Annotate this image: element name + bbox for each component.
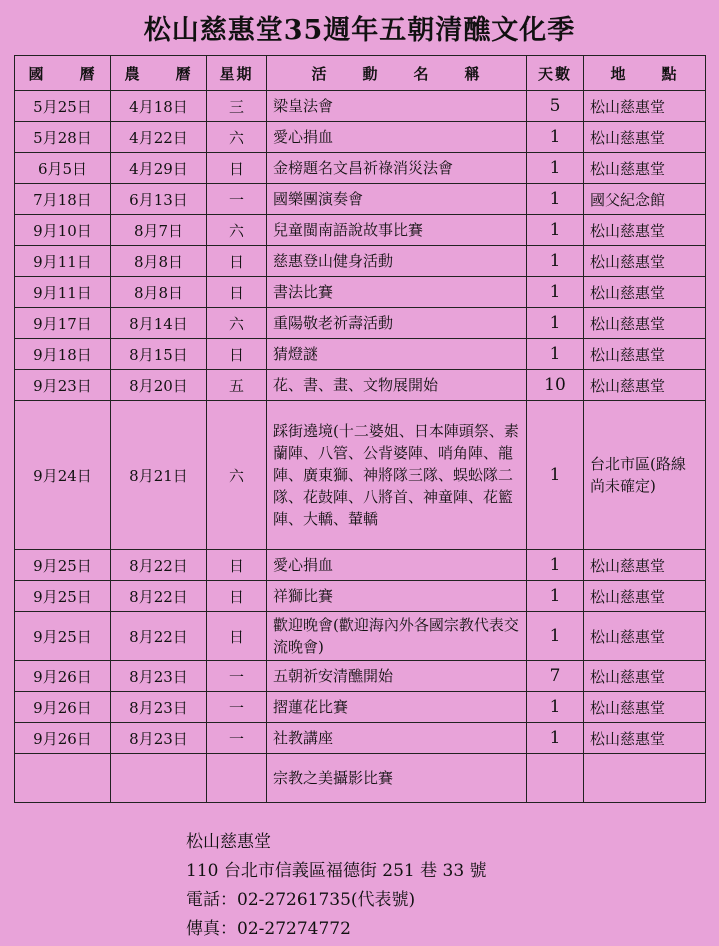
weekday-cell: 日 (207, 339, 267, 370)
lunar-date-cell: 4月18日 (111, 91, 207, 122)
weekday-cell: 六 (207, 122, 267, 153)
days-cell: 1 (527, 612, 584, 661)
table-row (15, 401, 706, 550)
solar-date-cell: 7月18日 (15, 184, 111, 215)
lunar-date-cell: 8月21日 (111, 401, 207, 550)
location-cell: 松山慈惠堂 (584, 91, 706, 122)
schedule-table (14, 55, 706, 803)
table-header-row (15, 56, 706, 91)
solar-date-cell: 9月26日 (15, 692, 111, 723)
weekday-cell: 五 (207, 370, 267, 401)
days-cell: 1 (527, 550, 584, 581)
lunar-date-cell: 8月8日 (111, 246, 207, 277)
table-row (15, 581, 706, 612)
table-row (15, 184, 706, 215)
location-cell: 松山慈惠堂 (584, 370, 706, 401)
weekday-cell: 一 (207, 184, 267, 215)
days-cell: 1 (527, 692, 584, 723)
location-cell: 松山慈惠堂 (584, 612, 706, 661)
activity-cell: 摺蓮花比賽 (267, 692, 527, 723)
weekday-cell: 日 (207, 550, 267, 581)
weekday-cell (207, 754, 267, 803)
lunar-date-cell (111, 754, 207, 803)
days-cell: 1 (527, 153, 584, 184)
lunar-date-cell: 8月7日 (111, 215, 207, 246)
solar-date-cell: 9月26日 (15, 661, 111, 692)
table-row (15, 153, 706, 184)
weekday-cell: 日 (207, 277, 267, 308)
days-cell: 7 (527, 661, 584, 692)
activity-cell: 愛心捐血 (267, 550, 527, 581)
weekday-cell: 日 (207, 246, 267, 277)
lunar-date-cell: 8月8日 (111, 277, 207, 308)
location-cell: 松山慈惠堂 (584, 246, 706, 277)
header-activity: 活 動 名 稱 (267, 56, 527, 91)
lunar-date-cell: 8月22日 (111, 550, 207, 581)
activity-cell: 兒童閩南語說故事比賽 (267, 215, 527, 246)
weekday-cell: 一 (207, 661, 267, 692)
weekday-cell: 六 (207, 215, 267, 246)
days-cell: 1 (527, 339, 584, 370)
days-cell: 1 (527, 122, 584, 153)
weekday-cell: 三 (207, 91, 267, 122)
lunar-date-cell: 8月22日 (111, 612, 207, 661)
activity-cell: 國樂團演奏會 (267, 184, 527, 215)
table-row (15, 215, 706, 246)
weekday-cell: 一 (207, 723, 267, 754)
days-cell: 1 (527, 581, 584, 612)
weekday-cell: 六 (207, 308, 267, 339)
lunar-date-cell: 8月14日 (111, 308, 207, 339)
location-cell: 松山慈惠堂 (584, 550, 706, 581)
activity-cell: 重陽敬老祈壽活動 (267, 308, 527, 339)
solar-date-cell: 9月25日 (15, 581, 111, 612)
days-cell: 1 (527, 308, 584, 339)
table-row (15, 754, 706, 803)
days-cell: 1 (527, 184, 584, 215)
location-cell: 松山慈惠堂 (584, 215, 706, 246)
activity-cell: 花、書、畫、文物展開始 (267, 370, 527, 401)
solar-date-cell: 9月26日 (15, 723, 111, 754)
activity-cell: 五朝祈安清醮開始 (267, 661, 527, 692)
table-row (15, 339, 706, 370)
days-cell: 1 (527, 246, 584, 277)
activity-cell: 宗教之美攝影比賽 (267, 754, 527, 803)
header-solar-date: 國 曆 (15, 56, 111, 91)
header-days: 天數 (527, 56, 584, 91)
days-cell: 1 (527, 401, 584, 550)
solar-date-cell: 9月25日 (15, 612, 111, 661)
weekday-cell: 一 (207, 692, 267, 723)
solar-date-cell (15, 754, 111, 803)
days-cell: 1 (527, 723, 584, 754)
contact-footer (186, 828, 487, 944)
lunar-date-cell: 6月13日 (111, 184, 207, 215)
activity-cell: 書法比賽 (267, 277, 527, 308)
lunar-date-cell: 8月15日 (111, 339, 207, 370)
activity-cell: 金榜題名文昌祈祿消災法會 (267, 153, 527, 184)
lunar-date-cell: 8月23日 (111, 723, 207, 754)
solar-date-cell: 9月18日 (15, 339, 111, 370)
lunar-date-cell: 8月23日 (111, 661, 207, 692)
table-row (15, 550, 706, 581)
lunar-date-cell: 8月20日 (111, 370, 207, 401)
days-cell (527, 754, 584, 803)
location-cell: 松山慈惠堂 (584, 308, 706, 339)
solar-date-cell: 5月25日 (15, 91, 111, 122)
activity-cell: 踩街遶境(十二婆姐、日本陣頭祭、素蘭陣、八管、公背婆陣、哨角陣、龍陣、廣東獅、神將隊三隊、蜈蚣隊二隊、花鼓陣、八將首、神童陣、花籃陣、大轎、輦轎 (267, 401, 527, 550)
footer-fax: 傳真：02-27274772 (186, 919, 351, 939)
location-cell: 松山慈惠堂 (584, 153, 706, 184)
page-title: 松山慈惠堂35週年五朝清醮文化季 (143, 15, 576, 46)
activity-cell: 猜燈謎 (267, 339, 527, 370)
lunar-date-cell: 4月22日 (111, 122, 207, 153)
header-weekday: 星期 (207, 56, 267, 91)
table-row (15, 277, 706, 308)
location-cell: 松山慈惠堂 (584, 277, 706, 308)
weekday-cell: 日 (207, 153, 267, 184)
activity-cell: 愛心捐血 (267, 122, 527, 153)
solar-date-cell: 9月24日 (15, 401, 111, 550)
table-row (15, 308, 706, 339)
activity-cell: 梁皇法會 (267, 91, 527, 122)
table-row (15, 122, 706, 153)
days-cell: 1 (527, 277, 584, 308)
location-cell: 松山慈惠堂 (584, 723, 706, 754)
table-row (15, 661, 706, 692)
lunar-date-cell: 8月23日 (111, 692, 207, 723)
location-cell: 松山慈惠堂 (584, 581, 706, 612)
solar-date-cell: 6月5日 (15, 153, 111, 184)
days-cell: 10 (527, 370, 584, 401)
table-row (15, 612, 706, 661)
header-lunar-date: 農 曆 (111, 56, 207, 91)
solar-date-cell: 9月25日 (15, 550, 111, 581)
location-cell: 松山慈惠堂 (584, 661, 706, 692)
lunar-date-cell: 8月22日 (111, 581, 207, 612)
location-cell: 松山慈惠堂 (584, 122, 706, 153)
activity-cell: 慈惠登山健身活動 (267, 246, 527, 277)
days-cell: 1 (527, 215, 584, 246)
solar-date-cell: 5月28日 (15, 122, 111, 153)
solar-date-cell: 9月11日 (15, 246, 111, 277)
header-location: 地 點 (584, 56, 706, 91)
location-cell: 台北市區(路線尚未確定) (584, 401, 706, 550)
activity-cell: 歡迎晚會(歡迎海內外各國宗教代表交流晚會) (267, 612, 527, 661)
solar-date-cell: 9月17日 (15, 308, 111, 339)
location-cell (584, 754, 706, 803)
solar-date-cell: 9月10日 (15, 215, 111, 246)
solar-date-cell: 9月23日 (15, 370, 111, 401)
weekday-cell: 六 (207, 401, 267, 550)
lunar-date-cell: 4月29日 (111, 153, 207, 184)
activity-cell: 祥獅比賽 (267, 581, 527, 612)
days-cell: 5 (527, 91, 584, 122)
location-cell: 國父紀念館 (584, 184, 706, 215)
weekday-cell: 日 (207, 612, 267, 661)
footer-phone: 電話：02-27261735(代表號) (186, 890, 416, 910)
footer-address: 110 台北市信義區福德街 251 巷 33 號 (186, 861, 487, 881)
location-cell: 松山慈惠堂 (584, 692, 706, 723)
footer-org: 松山慈惠堂 (186, 832, 271, 852)
location-cell: 松山慈惠堂 (584, 339, 706, 370)
solar-date-cell: 9月11日 (15, 277, 111, 308)
table-row (15, 370, 706, 401)
table-row (15, 723, 706, 754)
table-row (15, 692, 706, 723)
table-row (15, 91, 706, 122)
table-row (15, 246, 706, 277)
activity-cell: 社教講座 (267, 723, 527, 754)
weekday-cell: 日 (207, 581, 267, 612)
